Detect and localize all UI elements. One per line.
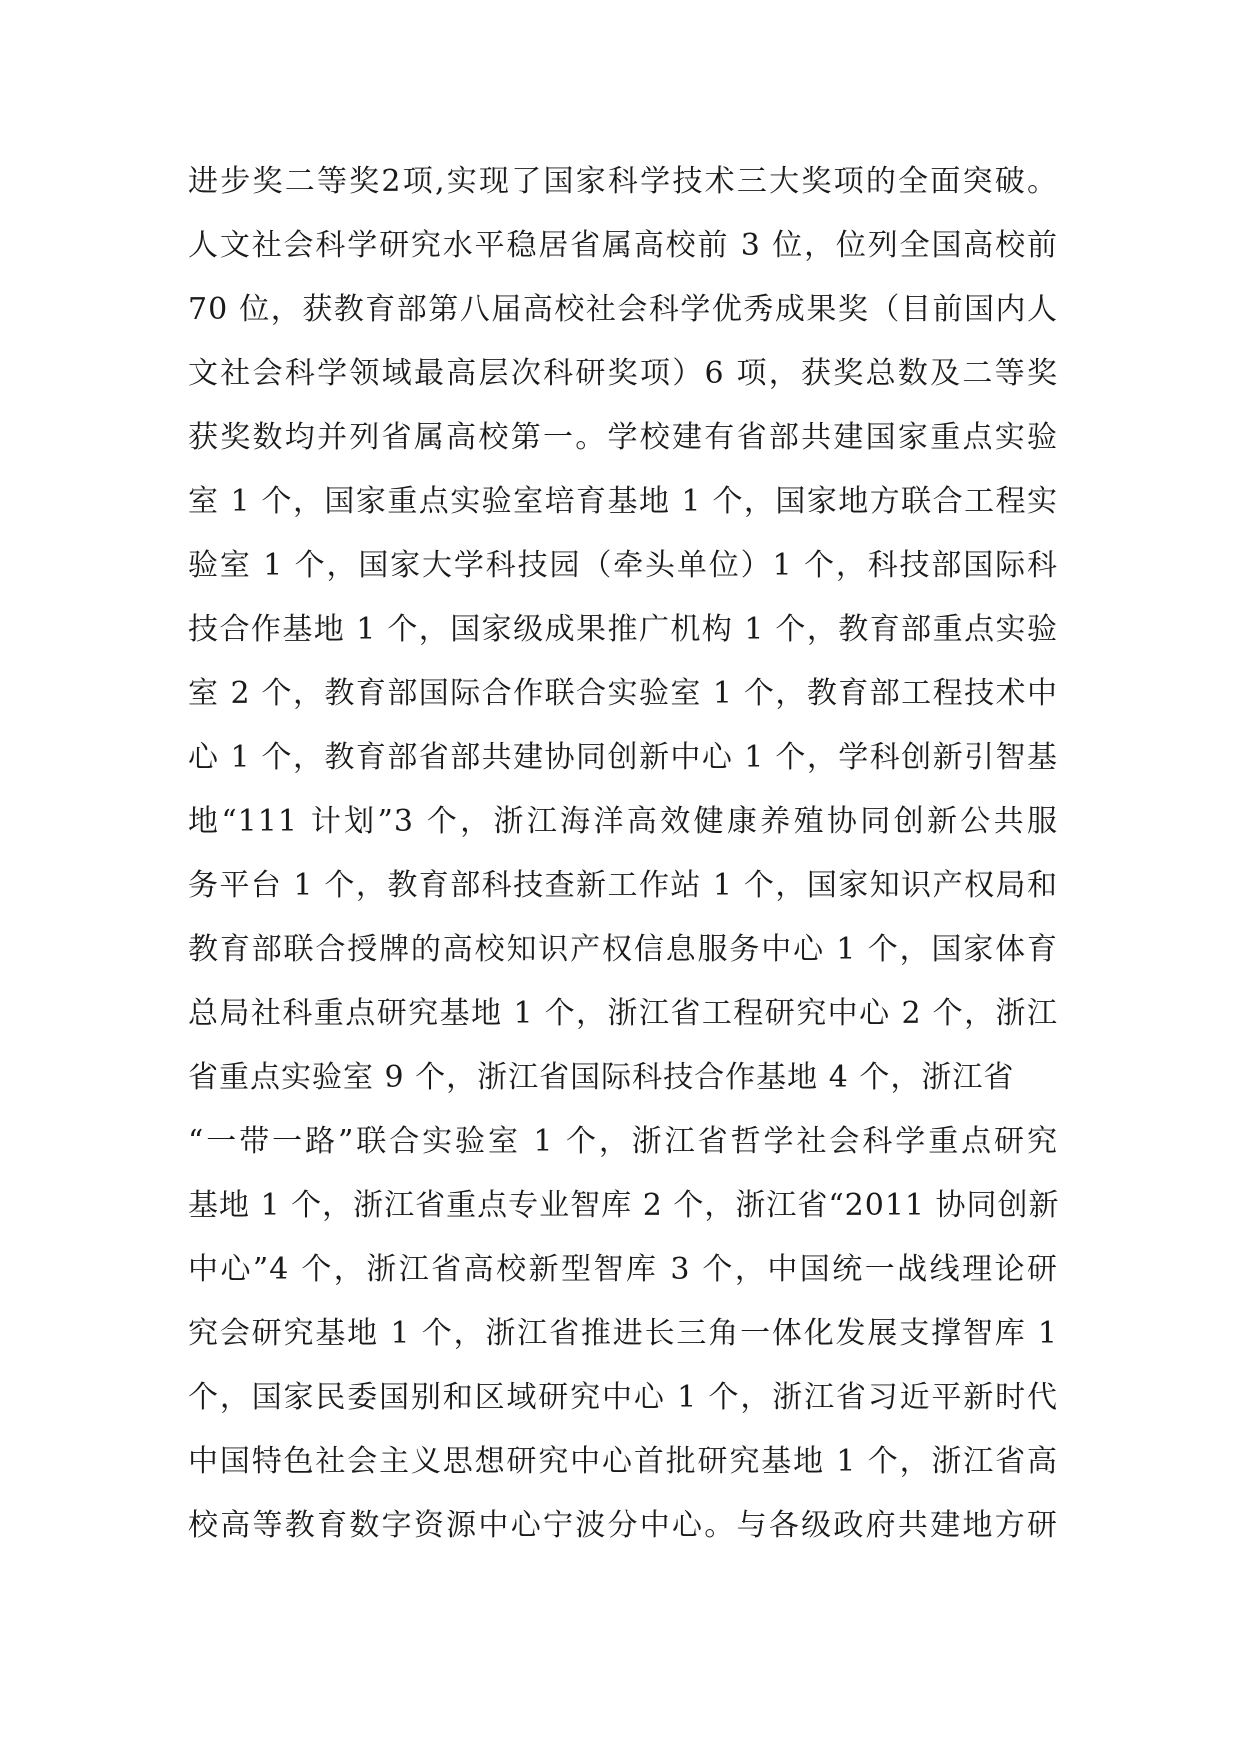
text-line: 教育部联合授牌的高校知识产权信息服务中心 1 个，国家体育 bbox=[188, 932, 1058, 967]
text-line: 室 1 个，国家重点实验室培育基地 1 个，国家地方联合工程实 bbox=[188, 484, 1058, 519]
text-line: 总局社科重点研究基地 1 个，浙江省工程研究中心 2 个，浙江 bbox=[188, 996, 1058, 1031]
text-line: 进步奖二等奖2项,实现了国家科学技术三大奖项的全面突破。 bbox=[188, 164, 1058, 199]
text-line: 验室 1 个，国家大学科技园（牵头单位）1 个，科技部国际科 bbox=[188, 548, 1058, 583]
text-line: 校高等教育数字资源中心宁波分中心。与各级政府共建地方研 bbox=[188, 1508, 1058, 1543]
text-line: 究会研究基地 1 个，浙江省推进长三角一体化发展支撑智库 1 bbox=[188, 1316, 1058, 1351]
text-line: 基地 1 个，浙江省重点专业智库 2 个，浙江省“2011 协同创新 bbox=[188, 1188, 1060, 1223]
text-line: 心 1 个，教育部省部共建协同创新中心 1 个，学科创新引智基 bbox=[188, 740, 1058, 775]
text-line: 中国特色社会主义思想研究中心首批研究基地 1 个，浙江省高 bbox=[188, 1444, 1058, 1479]
text-line: 省重点实验室 9 个，浙江省国际科技合作基地 4 个，浙江省 bbox=[188, 1060, 1015, 1095]
text-line: 中心”4 个，浙江省高校新型智库 3 个，中国统一战线理论研 bbox=[188, 1252, 1058, 1287]
text-line: 70 位，获教育部第八届高校社会科学优秀成果奖（目前国内人 bbox=[188, 292, 1058, 327]
text-line: “一带一路”联合实验室 1 个，浙江省哲学社会科学重点研究 bbox=[188, 1124, 1058, 1159]
text-line: 获奖数均并列省属高校第一。学校建有省部共建国家重点实验 bbox=[188, 420, 1058, 455]
text-line: 个，国家民委国别和区域研究中心 1 个，浙江省习近平新时代 bbox=[188, 1380, 1058, 1415]
text-line: 务平台 1 个，教育部科技查新工作站 1 个，国家知识产权局和 bbox=[188, 868, 1058, 903]
text-line: 人文社会科学研究水平稳居省属高校前 3 位，位列全国高校前 bbox=[188, 228, 1058, 263]
body-paragraph bbox=[188, 150, 1058, 1558]
text-line: 室 2 个，教育部国际合作联合实验室 1 个，教育部工程技术中 bbox=[188, 676, 1058, 711]
text-line: 技合作基地 1 个，国家级成果推广机构 1 个，教育部重点实验 bbox=[188, 612, 1058, 647]
text-line: 地“111 计划”3 个，浙江海洋高效健康养殖协同创新公共服 bbox=[188, 804, 1058, 839]
text-line: 文社会科学领域最高层次科研奖项）6 项，获奖总数及二等奖 bbox=[188, 356, 1058, 391]
